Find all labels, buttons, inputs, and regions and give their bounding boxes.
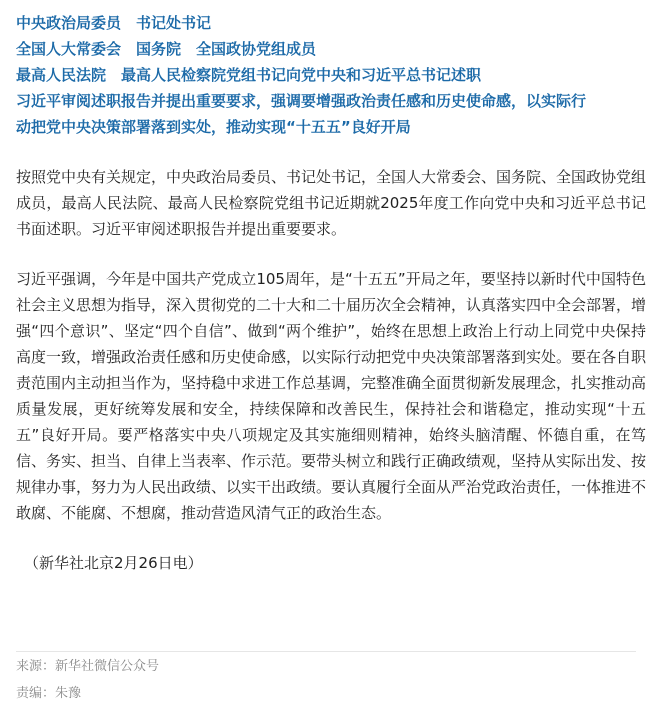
headline-line-1: 中央政治局委员 书记处书记: [16, 14, 212, 32]
headline-line-3: 最高人民法院 最高人民检察院党组书记向党中央和习近平总书记述职: [16, 66, 482, 84]
headline-line-2: 全国人大常委会 国务院 全国政协党组成员: [16, 40, 317, 58]
article: [16, 10, 646, 576]
headline: [16, 10, 646, 140]
headline-line-4: 习近平审阅述职报告并提出重要要求，强调要增强政治责任感和历史使命感，以实际行: [16, 92, 587, 110]
body-paragraph-2: 习近平强调，今年是中国共产党成立105周年，是“十五五”开局之年，要坚持以新时代中国特色社会主义思想为指导，深入贯彻党的二十大和二十届历次全会精神，认真落实四中全会部署，增强“四个意识”、坚定“四个自信”、做到“两个维护”，始终在思想上政治上行动上同党中央保持高度一致，增强政治责任感和历史使命感，以实际行动把党中央决策部署落到实处。要在各自职责范围内主动担当作为，坚持稳中求进工作总基调，完整准确全面贯彻新发展理念，扎实推动高质量发展，更好统筹发展和安全，持续保障和改善民生，保持社会和谐稳定，推动实现“十五五”良好开局。要严格落实中央八项规定及其实施细则精神，始终头脑清醒、怀德自重，在笃信、务实、担当、自律上当表率、作示范。要带头树立和践行正确政绩观，坚持从实际出发、按规律办事，努力为人民出政绩、以实干出政绩。要认真履行全面从严治党政治责任，一体推进不敢腐、不能腐、不想腐，推动营造风清气正的政治生态。: [16, 270, 647, 522]
body-paragraph-1: 按照党中央有关规定，中央政治局委员、书记处书记，全国人大常委会、国务院、全国政协党组成员，最高人民法院、最高人民检察院党组书记近期就2025年度工作向党中央和习近平总书记书面述职。习近平审阅述职报告并提出重要要求。: [16, 168, 647, 238]
dateline: （新华社北京2月26日电）: [24, 554, 203, 572]
source-label: 来源：新华社微信公众号: [16, 659, 160, 674]
divider: [16, 651, 636, 652]
editor-label: 责编：朱豫: [16, 686, 82, 701]
headline-line-5: 动把党中央决策部署落到实处，推动实现“十五五”良好开局: [16, 118, 411, 136]
